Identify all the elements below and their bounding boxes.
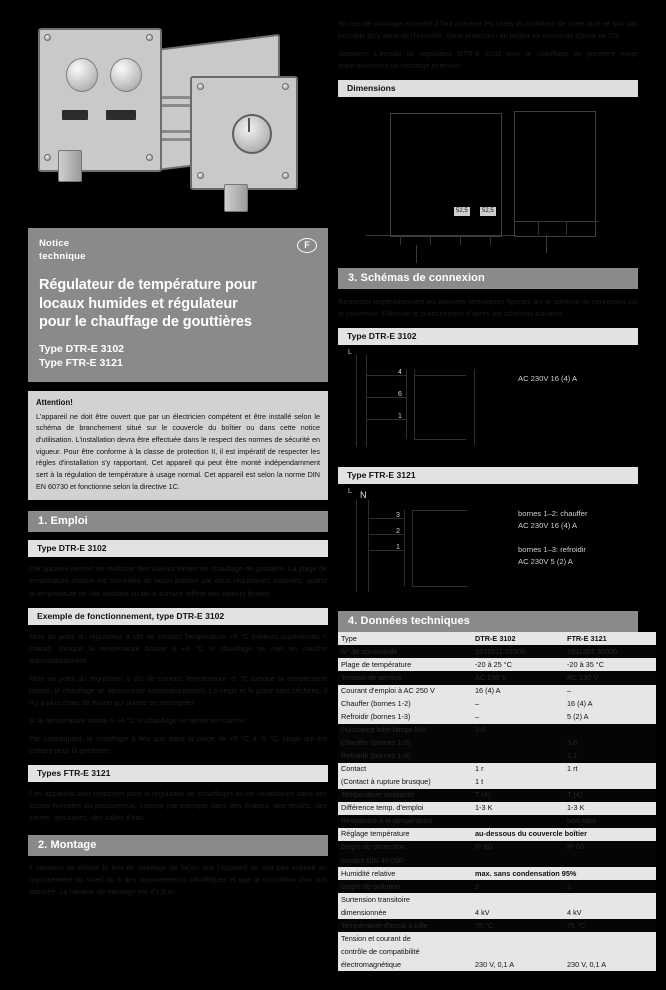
table-cell-value-span: max. sans condensation 95%: [472, 867, 656, 880]
table-cell-label: (Contact à rupture brusque): [338, 776, 472, 789]
top-right-paragraph-2: Attention! L'emploi du régulateur DTR-E 3102 pour le chauffage de gouttière exige impérativement un montage extérieur.: [338, 49, 638, 71]
attention-heading: Attention!: [36, 397, 73, 407]
table-row: [338, 711, 656, 724]
dim-leader: [546, 235, 547, 253]
table-cell-value-ftr: 1-3 K: [564, 802, 656, 815]
subheader-schema-dtr: Type DTR-E 3102: [338, 328, 638, 345]
dim-side-outline: [514, 111, 596, 237]
dimension-label-2: 52,5: [482, 208, 494, 215]
table-row: [338, 632, 656, 645]
photo-terminal-left: [62, 110, 88, 120]
dim-tick: [538, 221, 539, 235]
table-cell-value-ftr: 1,1: [564, 750, 656, 763]
schem-terminal-num-1: 4: [398, 369, 402, 377]
table-cell-value-ftr: 230 V, 0,1 A: [564, 958, 656, 971]
table-cell-value-ftr: IP 60: [564, 841, 656, 854]
table-row: [338, 658, 656, 671]
product-type-1: Type DTR-E 3102: [39, 342, 124, 355]
document-kicker: [39, 238, 317, 263]
product-types: [39, 342, 317, 370]
table-cell-value-dtr: 75 °C: [472, 919, 564, 932]
photo-cable-gland-left: [58, 150, 82, 182]
example-paragraph-2: Mise au point du régulateur à clic de contact Température -5 °C lorsque la température baisse, le chauffage se déconnecte automatiquement. La neige et la glace sont séchées, il n'y a plus d'eau de fusion qui puisse se recongeler.: [29, 673, 327, 707]
table-cell-label: Différence temp. d'emploi: [338, 802, 472, 815]
table-cell-value-ftr: 1 rt: [564, 763, 656, 776]
table-cell-value-dtr: 2: [472, 880, 564, 893]
table-cell-label: dimensionnée: [338, 906, 472, 919]
example-body: [28, 631, 328, 758]
kicker-line-1: Notice: [39, 238, 70, 249]
table-cell-value-ftr: 2: [564, 880, 656, 893]
table-row: [338, 776, 656, 789]
table-cell-value-ftr: FTR-E 3121: [564, 632, 656, 645]
table-cell-value-dtr: [472, 854, 564, 867]
table-cell-value-dtr: 1 t: [472, 776, 564, 789]
dim-tick: [430, 235, 431, 245]
table-cell-value-dtr: 230 V, 0,1 A: [472, 958, 564, 971]
table-row: [338, 932, 656, 945]
title-line-1: Régulateur de température pour: [39, 277, 257, 294]
table-row: [338, 854, 656, 867]
table-row: [338, 880, 656, 893]
schemas-intro-paragraph: Respecter impérativement les données techniques figurant sur le schéma de connexion sur le couvercle. Effectuer le branchement d'après les schémas suivants.: [338, 297, 638, 319]
table-cell-value-ftr: T (4): [564, 789, 656, 802]
table-row: [338, 763, 656, 776]
table-cell-label: contrôle de compatibilité: [338, 945, 472, 958]
ftr-note-cool-line2: AC 230V 5 (2) A: [518, 556, 573, 566]
table-cell-value-ftr: 5 (2) A: [564, 711, 656, 724]
table-cell-value-dtr: IP 60: [472, 841, 564, 854]
schem2-terminal-3: 3: [396, 512, 400, 520]
top-right-text: [338, 18, 638, 72]
table-cell-value-ftr: 16 (4) A: [564, 698, 656, 711]
left-column: [28, 18, 328, 899]
dim-leader: [416, 245, 417, 263]
table-row: [338, 789, 656, 802]
photo-screw: [146, 34, 153, 41]
technical-data-body: [338, 632, 656, 971]
table-row: [338, 802, 656, 815]
table-cell-value-dtr: –: [472, 698, 564, 711]
schem2-rail-l: [356, 500, 357, 592]
schem-rail-l: [356, 355, 357, 447]
table-cell-value-dtr: [472, 932, 564, 945]
table-cell-label: Puissance tube lampe kW: [338, 724, 472, 737]
photo-screw: [197, 172, 204, 179]
photo-screw: [197, 83, 204, 90]
section-header-emploi: 1. Emploi: [28, 511, 328, 532]
technical-data-table: [338, 632, 656, 971]
table-row: [338, 893, 656, 906]
schem2-terminal-2: 2: [396, 528, 400, 536]
schem2-top: [412, 510, 468, 511]
table-cell-value-dtr: [472, 815, 564, 828]
ftr-body: [28, 788, 328, 824]
table-row: [338, 750, 656, 763]
schem2-terminal-1: 1: [396, 544, 400, 552]
table-cell-label: Résistance à la température: [338, 815, 472, 828]
ftr-note-heat-line2: AC 230V 16 (4) A: [518, 520, 578, 530]
table-cell-value-ftr: [564, 945, 656, 958]
attention-box: [28, 391, 328, 501]
dim-body-outline: [390, 113, 502, 237]
table-cell-value-dtr: 1912011 01000: [472, 645, 564, 658]
table-row: [338, 828, 656, 841]
table-cell-label: Type: [338, 632, 472, 645]
schematic-ftr-note-heat: [518, 508, 588, 531]
schem-out-1: [414, 375, 466, 376]
schem-load-rail: [474, 369, 475, 445]
photo-knob-right: [110, 58, 142, 92]
example-paragraph-1: Mise au point du régulateur à clic de contact Température +5 °C (valeurs supérieures = chaud), lorsque la température baisse à +4 °C le chauffage se met en marche automatiquement.: [29, 631, 327, 665]
table-row: [338, 841, 656, 854]
table-cell-value-ftr: 3,6: [564, 737, 656, 750]
schem-label-n2: N: [360, 490, 367, 501]
table-cell-value-dtr: [472, 893, 564, 906]
table-cell-label: Surtension transitoire: [338, 893, 472, 906]
subheader-dimensions: Dimensions: [338, 80, 638, 97]
table-row: [338, 958, 656, 971]
table-cell-value-ftr: [564, 893, 656, 906]
table-cell-value-ftr: [564, 854, 656, 867]
table-cell-label: Refroidir (bornes 1-3): [338, 711, 472, 724]
schematic-dtr-note: AC 230V 16 (4) A: [518, 374, 578, 384]
schem-box-edge2: [414, 369, 415, 439]
subheader-schema-ftr: Type FTR-E 3121: [338, 467, 638, 484]
title-panel: [28, 228, 328, 382]
emploi-dtr-body: [28, 563, 328, 599]
section-header-montage: 2. Montage: [28, 835, 328, 856]
table-cell-value-dtr: DTR-E 3102: [472, 632, 564, 645]
montage-paragraph: Il convient de choisir le lieu de montage de façon que l'appareil ne soit pas exposé au rayonnement du soleil ou à des rayonnements calorifiques et que la circulation d'air soit assurée. La hauteur de montage est d'1,5 m.: [29, 863, 327, 897]
page-title: [39, 276, 317, 332]
title-line-2: locaux humides et régulateur: [39, 295, 238, 312]
photo-dial-pointer: [248, 118, 250, 132]
schem-box-edge: [406, 369, 407, 439]
right-column: [338, 18, 638, 971]
section-header-donnees: 4. Données techniques: [338, 611, 638, 632]
dimension-drawing: [338, 99, 638, 257]
schematic-ftr: [338, 488, 638, 598]
table-cell-label: Chauffer (bornes 1-2): [338, 698, 472, 711]
table-cell-value-ftr: AC 230 V: [564, 671, 656, 684]
schem-terminal-num-3: 1: [398, 413, 402, 421]
table-cell-label: Température d'essai à bille: [338, 919, 472, 932]
table-cell-value-ftr: –: [564, 685, 656, 698]
table-cell-label: Tension de service: [338, 671, 472, 684]
example-paragraph-4: Par conséquent, le chauffage à lieu que dans la plage de +5 °C à -5 °C, plage qui est critique pour la gouttière.: [29, 734, 327, 756]
ftr-note-cool-line1: bornes 1–3: refroidir: [518, 545, 586, 555]
product-type-2: Type FTR-E 3121: [39, 356, 123, 369]
ftr-paragraph: Ces appareils sont employés pour la régulation de chauffages ou de ventilateurs dans des locaux humides ou poussiéreux, comme par exemple dans des étables, des dépôts, des serres, des caves, des salles d'eau.: [29, 789, 327, 823]
table-cell-value-ftr: [564, 932, 656, 945]
subheader-example: Exemple de fonctionnement, type DTR-E 3102: [28, 608, 328, 625]
montage-body: [28, 862, 328, 898]
schem-label-l2: L: [348, 488, 352, 496]
photo-cable-gland-right: [224, 184, 248, 212]
photo-screw: [44, 154, 51, 161]
table-cell-label: Réglage température: [338, 828, 472, 841]
product-photo: [28, 18, 328, 218]
table-row: [338, 645, 656, 658]
dim-tick: [400, 235, 401, 245]
emploi-dtr-paragraph: Cet appareil permet de maîtriser des valeurs limites de chauffage de gouttière. La plage de température choisie est surveillée de façon précise par deux régulateurs associés: quand la température de l'air ambiant ou de la surface reflète des valeurs limites.: [29, 564, 327, 598]
dim-baseline-right: [514, 221, 598, 222]
table-cell-value-dtr: AC 230 V: [472, 671, 564, 684]
schem-label-l: L: [348, 349, 352, 357]
table-cell-label: Degré de protection: [338, 841, 472, 854]
table-cell-value-ftr: [564, 776, 656, 789]
photo-terminal-right: [106, 110, 136, 120]
schematic-ftr-note-cool: [518, 544, 586, 567]
section-header-schemas: 3. Schémas de connexion: [338, 268, 638, 289]
photo-open-enclosure: [38, 28, 162, 172]
title-line-3: pour le chauffage de gouttières: [39, 314, 252, 331]
table-cell-value-dtr: –: [472, 711, 564, 724]
table-cell-value-ftr: 1911201 30000: [564, 645, 656, 658]
photo-screw: [282, 83, 289, 90]
table-cell-value-dtr: T (4): [472, 789, 564, 802]
table-cell-label: électromagnétique: [338, 958, 472, 971]
dim-baseline-left: [366, 235, 516, 236]
schem-rail-n: [366, 355, 367, 447]
table-cell-value-dtr: 3,6: [472, 724, 564, 737]
table-cell-value-dtr: [472, 737, 564, 750]
schemas-intro: [338, 296, 638, 320]
table-row: [338, 671, 656, 684]
table-cell-label: suivant DIN 40 050: [338, 854, 472, 867]
table-cell-label: Contact: [338, 763, 472, 776]
dim-tick: [566, 221, 567, 235]
schematic-dtr: [338, 349, 638, 459]
dim-tick: [460, 235, 461, 245]
schem2-box-edge: [404, 510, 405, 586]
table-cell-value-dtr: 1-3 K: [472, 802, 564, 815]
schem-out-2: [414, 439, 466, 440]
table-row: [338, 919, 656, 932]
table-cell-value-dtr: 16 (4) A: [472, 685, 564, 698]
table-cell-label: Température ambiante: [338, 789, 472, 802]
table-row: [338, 945, 656, 958]
language-badge: F: [297, 238, 317, 253]
example-paragraph-3: Si la température monte à +4 °C le chauffage se remet en marche.: [29, 715, 247, 725]
photo-screw: [282, 172, 289, 179]
table-row: [338, 867, 656, 880]
table-cell-value-dtr: 4 kV: [472, 906, 564, 919]
table-cell-label: Courant d'emploi à AC 250 V: [338, 685, 472, 698]
table-row: [338, 724, 656, 737]
attention-body: L'appareil ne doit être ouvert que par un électricien compétent et être installé selon le schéma de branchement situé sur le couvercle du boîtier ou dans cette notice d'utilisation. L'installation devra être effectuée dans le respect des normes de sécurité en vigueur. Pour être conforme à la classe de protection II, il est impératif de respecter les règles d'installation s'y rapportant. Cet appareil qui peut être monté indépendamment sert à la régulation de température à usage normal. Cet appareil est selon la norme DIN EN 60730 et fonctionne selon la directive 1C.: [36, 411, 320, 491]
table-row: [338, 815, 656, 828]
table-cell-label: Chauffer (bornes 1-2): [338, 737, 472, 750]
top-right-paragraph-1: En cas de montage encastré il faut prévenir les côtés du radiateur de sorte qu'il ne soit pas possible qu'y aient de l'humidité. Sans protection du boîtier sa norme de classe de I/O.: [338, 19, 638, 41]
table-cell-value-dtr: 1 r: [472, 763, 564, 776]
table-cell-value-dtr: -20 à 25 °C: [472, 658, 564, 671]
table-cell-label: Tension et courant de: [338, 932, 472, 945]
table-row: [338, 698, 656, 711]
table-cell-value-ftr: non saisi: [564, 815, 656, 828]
table-cell-label: Humidité relative: [338, 867, 472, 880]
table-row: [338, 685, 656, 698]
subheader-type-ftr: Types FTR-E 3121: [28, 765, 328, 782]
photo-knob-left: [66, 58, 98, 92]
table-cell-value-ftr: 4 kV: [564, 906, 656, 919]
dimension-label-1: 52,5: [456, 208, 468, 215]
ftr-note-heat-line1: bornes 1–2: chauffer: [518, 509, 588, 519]
photo-screw: [44, 34, 51, 41]
table-cell-label: Refroidir (bornes 1-3): [338, 750, 472, 763]
schem2-bottom: [412, 586, 468, 587]
table-row: [338, 906, 656, 919]
table-cell-label: N° de commande: [338, 645, 472, 658]
kicker-line-2: technique: [39, 250, 86, 262]
table-cell-value-dtr: [472, 750, 564, 763]
photo-screw: [146, 154, 153, 161]
table-cell-value-ftr: -20 à 35 °C: [564, 658, 656, 671]
subheader-type-dtr: Type DTR-E 3102: [28, 540, 328, 557]
table-cell-value-span: au-dessous du couvercle boîtier: [472, 828, 656, 841]
table-cell-label: Plage de température: [338, 658, 472, 671]
dim-tick: [490, 235, 491, 245]
table-cell-label: Degré de pollution: [338, 880, 472, 893]
photo-temperature-dial: [232, 114, 272, 154]
table-cell-value-ftr: [564, 724, 656, 737]
schem2-box-edge2: [412, 510, 413, 586]
table-cell-value-dtr: [472, 945, 564, 958]
table-row: [338, 737, 656, 750]
schem-terminal-num-2: 6: [398, 391, 402, 399]
schem2-rail-n: [368, 500, 369, 592]
table-cell-value-ftr: 75 °C: [564, 919, 656, 932]
